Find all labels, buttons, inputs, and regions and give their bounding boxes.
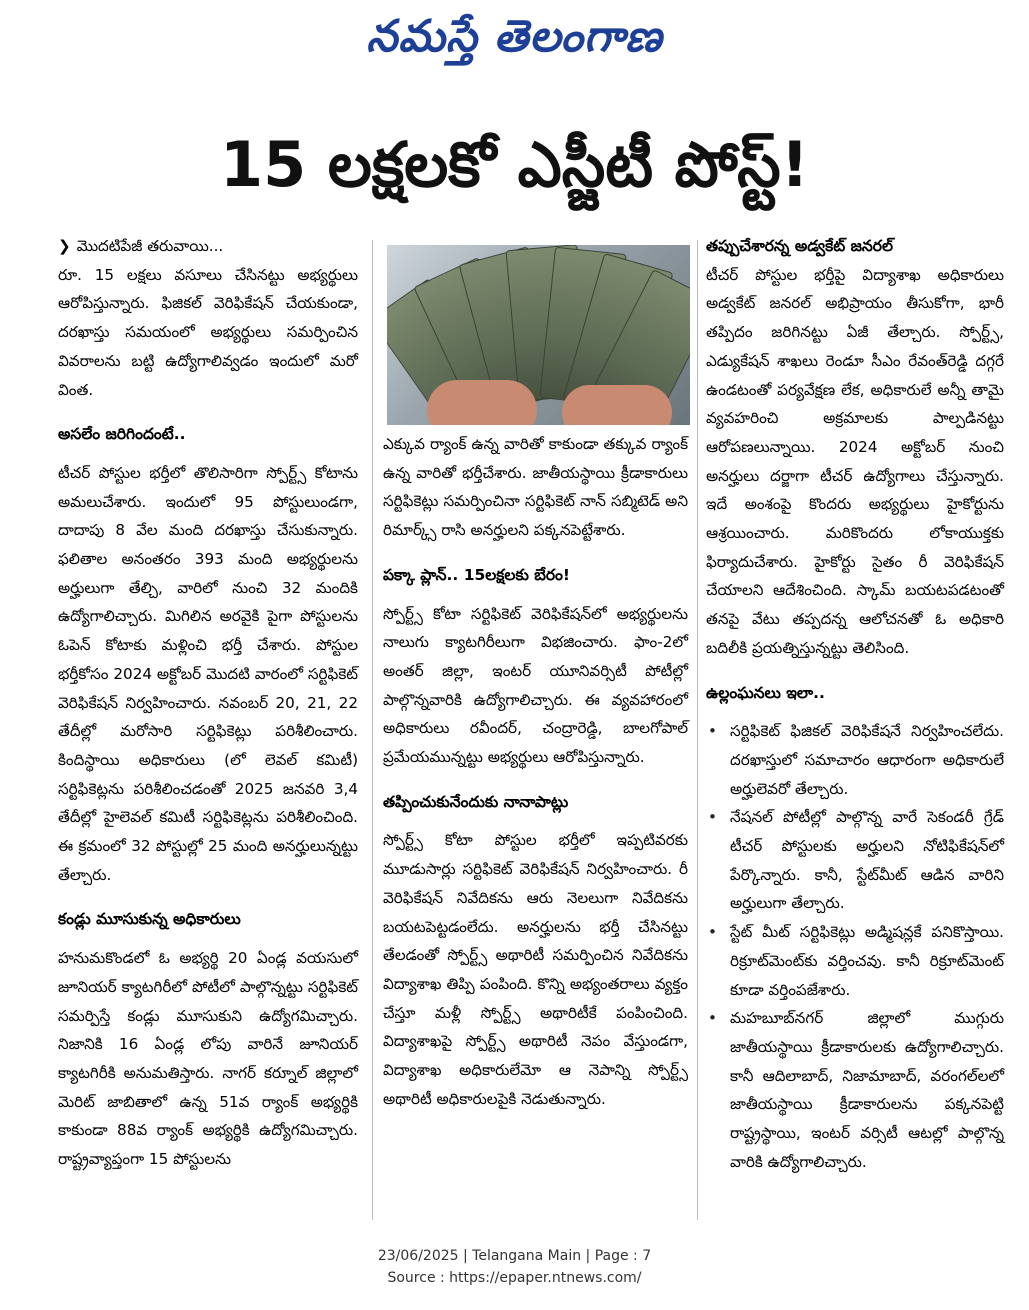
article-column-2 — [383, 430, 688, 1113]
paragraph: టీచర్ పోస్టుల భర్తీలో తొలిసారిగా స్పోర్ట్స్ కోటాను అమలుచేశారు. ఇందులో 95 పోస్టులుండగా, దాదాపు 8 వేల మంది దరఖాస్తు చేసుకున్నారు. ఫలితాల అనంతరం 393 మంది అభ్యర్థులను అర్హులుగా తేల్చి, వారిలో నుంచి 32 మందికి ఉద్యోగాలిచ్చారు. మిగిలిన అరవైకి పైగా పోస్టులను ఓపెన్ కోటాకు మళ్లించి భర్తీ చేశారు. పోస్టుల భర్తీకోసం 2024 అక్టోబర్ మొదటి వారంలో సర్టిఫికెట్ వెరిఫికేషన్ నిర్వహించారు. నవంబర్ 20, 21, 22 తేదీల్లో మరోసారి సర్టిఫికెట్లు పరిశీలించారు. కిందిస్థాయి అధికారులు (లో లెవల్ కమిటీ) సర్టిఫికెట్లను పరిశీలించడంతో 2025 జనవరి 3,4 తేదీల్లో హైలెవల్ కమిటీ సర్టిఫికెట్లను పరిశీలించింది. ఈ క్రమంలో 32 పోస్టుల్లో 25 మంది అనర్హులున్నట్టు తేల్చారు. — [58, 463, 358, 884]
paragraph: టీచర్ పోస్టుల భర్తీపై విద్యాశాఖ అధికారులు అడ్వకేట్ జనరల్ అభిప్రాయం తీసుకోగా, భారీ తప్పిదం జరిగినట్టు ఏజీ తేల్చారు. స్పోర్ట్స్, ఎడ్యుకేషన్ శాఖలు రెండూ సీఎం రేవంత్‌రెడ్డి దగ్గరే ఉండటంతో పర్యవేక్షణ లేక, అధికారులే అన్నీ తామై వ్యవహరించి అక్రమాలకు పాల్పడినట్టు ఆరోపణలున్నాయి. 2024 అక్టోబర్ నుంచి అనర్హులు దర్జాగా టీచర్ ఉద్యోగాలు చేస్తున్నారు. ఇదే అంశంపై కొందరు అభ్యర్థులు హైకోర్టును ఆశ్రయించారు. మరికొందరు లోకాయుక్తకు ఫిర్యాదుచేశారు. హైకోర్టు సైతం రీ వెరిఫికేషన్ చేయాలని ఆదేశించింది. స్కామ్ బయటపడటంతో తనపై వేటు తప్పదన్న ఆలోచనతో ఓ అధికారి బదిలీకి ప్రయత్నిస్తున్నట్టు తెలిసింది. — [706, 265, 1004, 657]
violations-list — [706, 717, 1004, 1176]
currency-notes-photo — [387, 245, 690, 425]
list-item: • మహబూబ్‌నగర్ జిల్లాలో ముగ్గురు జాతీయస్థాయి క్రీడాకారులకు ఉద్యోగాలిచ్చారు. కానీ ఆదిలాబాద్, నిజామాబాద్, వరంగల్‌లలో జాతీయస్థాయి క్రీడాకారులను పక్కనపెట్టి రాష్ట్రస్థాయి, ఇంటర్ వర్సిటీ ఆటల్లో పాల్గొన్న వారికి ఉద్యోగాలిచ్చారు. — [706, 1004, 1004, 1176]
paragraph: రూ. 15 లక్షలు వసూలు చేసినట్టు అభ్యర్థులు ఆరోపిస్తున్నారు. ఫిజికల్ వెరిఫికేషన్ చేయకుండా, దరఖాస్తు సమయంలో అభ్యర్థులు సమర్పించిన వివరాలను బట్టి ఉద్యోగాలివ్వడం ఇందులో మరో వింత. — [58, 265, 358, 399]
subheading: అసలేం జరిగిందంటే.. — [58, 425, 186, 444]
subheading: తప్పుచేశారన్న అడ్వకేట్ జనరల్ — [706, 237, 893, 255]
subheading: తప్పించుకునేందుకు నానాపాట్లు — [383, 792, 569, 811]
subheading: పక్కా ప్లాన్.. 15లక్షలకు బేరం! — [383, 565, 570, 584]
paragraph: ఎక్కువ ర్యాంక్ ఉన్న వారితో కాకుండా తక్కువ ర్యాంక్ ఉన్న వారితో భర్తీచేశారు. జాతీయస్థాయి క్రీడాకారులు సర్టిఫికెట్లు సమర్పించినా సర్టిఫికెట్ నాన్ సబ్మిటెడ్ అని రిమార్క్స్ రాసి అనర్హులని పక్కనపెట్టేశారు. — [383, 435, 688, 540]
column-divider — [697, 240, 698, 1220]
list-item: • సర్టిఫికెట్ ఫిజికల్ వెరిఫికేషనే నిర్వహించలేదు. దరఖాస్తులో సమాచారం ఆధారంగా అధికారులే అర్హులెవరో తేల్చారు. — [706, 717, 1004, 803]
headline: 15 లక్షలకో ఎస్జీటీ పోస్ట్! — [220, 128, 809, 201]
article-column-3 — [706, 232, 1004, 1177]
subheading: ఉల్లంఘనలు ఇలా.. — [706, 683, 825, 702]
footer-source: Source : https://epaper.ntnews.com/ — [387, 1270, 642, 1286]
masthead-title: నమస్తే తెలంగాణ — [366, 11, 663, 62]
list-item: • స్టేట్ మీట్ సర్టిఫికెట్లు అడ్మిషన్లకే పనికొస్తాయి. రిక్రూట్‌మెంట్‌కు వర్తించవు. కానీ రిక్రూట్‌మెంట్ కూడా వర్తింపజేశారు. — [706, 918, 1004, 1004]
paragraph: స్పోర్ట్స్ కోటా సర్టిఫికెట్ వెరిఫికేషన్‌లో అభ్యర్థులను నాలుగు క్యాటగిరీలుగా విభజించారు. ఫాం-2లో అంతర్ జిల్లా, ఇంటర్ యూనివర్సిటీ పోటీల్లో పాల్గొన్నవారికి ఉద్యోగాలిచ్చారు. ఈ వ్యవహారంలో అధికారులు రవీందర్, చంద్రారెడ్డి, బాలగోపాల్ ప్రమేయమున్నట్టు అభ్యర్థులు ఆరోపిస్తున్నారు. — [383, 604, 688, 767]
masthead-logo — [0, 2, 1029, 72]
continuation-kicker — [58, 232, 358, 261]
chevron-right-icon: ❯ — [58, 237, 71, 255]
column-divider — [372, 240, 373, 1220]
article-column-1 — [58, 232, 358, 1174]
subheading: కండ్లు మూసుకున్న అధికారులు — [58, 910, 241, 929]
paragraph: హనుమకొండలో ఓ అభ్యర్థి 20 ఏండ్ల వయసులో జూనియర్ క్యాటగిరీలో పోటీలో పాల్గొన్నట్టు సర్టిఫికెట్ సమర్పిస్తే కండ్లు మూసుకుని ఉద్యోగమిచ్చారు. నిజానికి 16 ఏండ్ల లోపు వారినే జూనియర్ క్యాటగిరీకి అనుమతిస్తారు. నాగర్ కర్నూల్ జిల్లాలో మెరిట్ జాబితాలో ఉన్న 51వ ర్యాంక్ అభ్యర్థికి కాకుండా 88వ ర్యాంక్ అభ్యర్థికి ఉద్యోగమిచ్చారు. రాష్ట్రవ్యాప్తంగా 15 పోస్టులను — [58, 949, 358, 1169]
footer-dateline: 23/06/2025 | Telangana Main | Page : 7 — [377, 1248, 652, 1264]
kicker-text: మొదటిపేజీ తరువాయి... — [76, 237, 224, 255]
paragraph: స్పోర్ట్స్ కోటా పోస్టుల భర్తీలో ఇప్పటివరకు మూడుసార్లు సర్టిఫికెట్ వెరిఫికేషన్ నిర్వహించారు. రీ వెరిఫికేషన్ నివేదికను ఆరు నెలలుగా నివేదికను బయటపెట్టడంలేదు. అనర్హులను భర్తీ చేసినట్టు తేలడంతో స్పోర్ట్స్ అథారిటీ సమర్పించిన నివేదికను విద్యాశాఖ తిప్పి పంపింది. కొన్ని అభ్యంతరాలు వ్యక్తం చేస్తూ మళ్లీ స్పోర్ట్స్ అథారిటీకే పంపించింది. విద్యాశాఖపై స్పోర్ట్స్ అథారిటీ నెపం వేస్తుండగా, విద్యాశాఖ అధికారులేమో ఆ నెపాన్ని స్పోర్ట్స్ అథారిటీ అధికారులపైకి నెడుతున్నారు. — [383, 831, 688, 1108]
list-item: • నేషనల్ పోటీల్లో పాల్గొన్న వారే సెకండరీ గ్రేడ్ టీచర్ పోస్టులకు అర్హులని నోటిఫికేషన్‌లో పేర్కొన్నారు. కానీ, స్టేట్‌మీట్ ఆడిన వారిని అర్హులుగా తేల్చారు. — [706, 803, 1004, 918]
